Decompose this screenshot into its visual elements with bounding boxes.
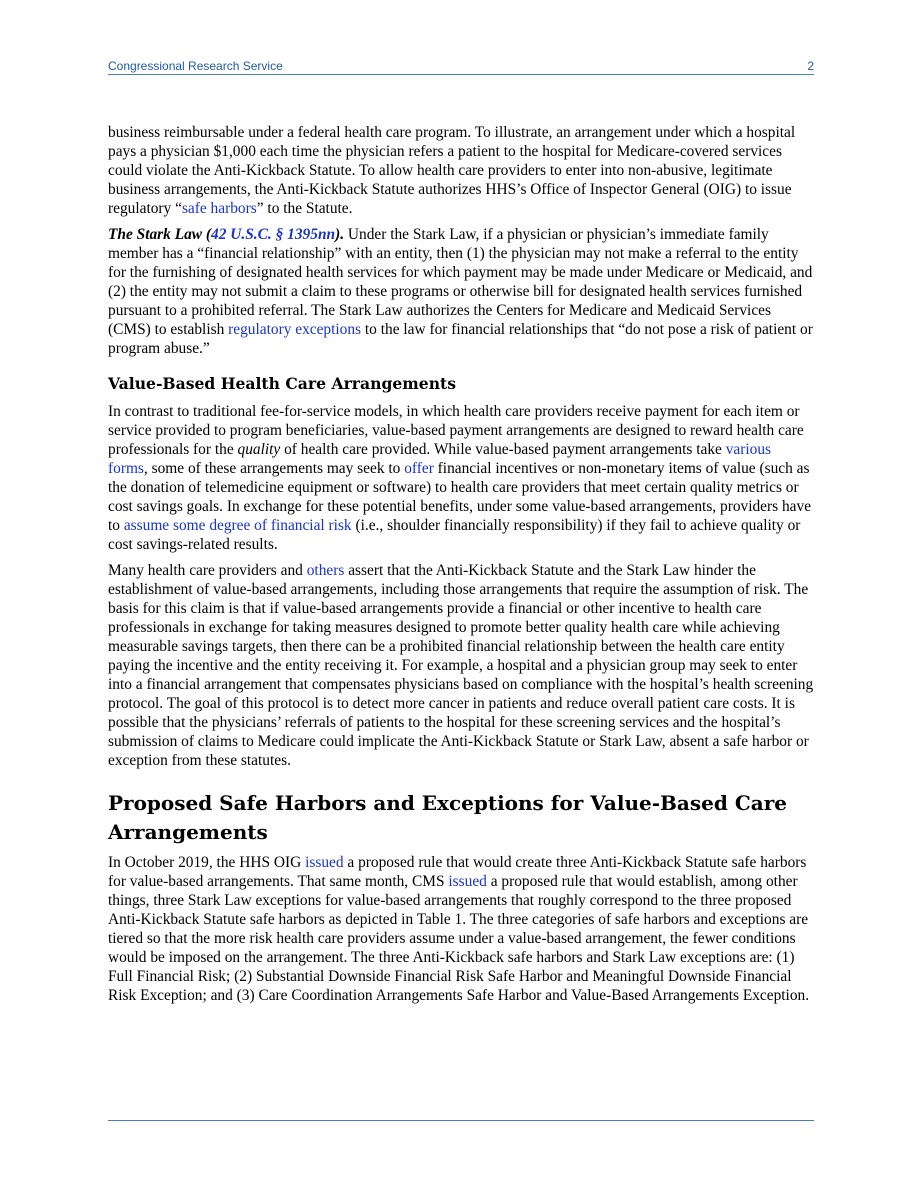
link-various-forms[interactable]: various forms [108,441,772,477]
heading-value-based-arrangements: Value-Based Health Care Arrangements [108,374,457,393]
link-42-usc-1395nn[interactable]: 42 U.S.C. § 1395nn [211,226,336,243]
text-run: a proposed rule that would create three Anti-Kickback Statute safe harbors for value-based arrangements. That same month, CMS [108,854,807,890]
text-run: In October 2019, the HHS OIG [108,854,306,871]
stark-law-lead [108,226,344,243]
emphasis-quality: quality [237,441,281,458]
link-oig-issued[interactable]: issued [305,854,344,871]
link-offer[interactable]: offer [404,460,434,477]
text-run: The Stark Law ( [108,226,212,243]
text-run: ” to the Statute. [256,200,353,217]
text-run: to the law for financial relationships that “do not pose a risk of patient or program abuse.” [108,321,813,357]
text-run: of health care provided. While value-based payment arrangements take [280,441,726,458]
text-run: assert that the Anti-Kickback Statute and the Stark Law hinder the establishment of value-based arrangements, including those arrangements that require the assumption of risk. The basis for this claim is that if value-based arrangements provide a financial or other incentive to health care professionals in exchange for taking measures designed to promote better quality health care while achieving measurable savings targets, then there can be a prohibited financial relationship between the health care entity paying the incentive and the entity receiving it. For example, a hospital and a physician group may seek to enter into a financial arrangement that compensates physicians based on compliance with the hospital’s health screening protocol. The goal of this protocol is to detect more cancer in patients and reduce overall patient care costs. It is possible that the physicians’ referrals of patients to the hospital for these screening services and the hospital’s submission of claims to Medicare could implicate the Anti-Kickback Statute or Stark Law, absent a safe harbor or exception from these statutes. [108,562,814,769]
link-regulatory-exceptions[interactable]: regulatory exceptions [228,321,362,338]
heading-proposed-safe-harbors: Proposed Safe Harbors and Exceptions for Value-Based Care Arrangements [108,791,787,844]
text-run: a proposed rule that would establish, among other things, three Stark Law exceptions for value-based arrangements that roughly correspond to the three proposed Anti-Kickback Statute safe harbors as depicted in Table 1. The three categories of safe harbors and exceptions are tiered so that the more risk health care providers assume under a value-based arrangement, the fewer conditions would be imposed on the arrangement. The three Anti-Kickback safe harbors and Stark Law exceptions are: (1) Full Financial Risk; (2) Substantial Downside Financial Risk Safe Harbor and Meaningful Downside Financial Risk Exception; and (3) Care Coordination Arrangements Safe Harbor and Value-Based Arrangements Exception. [108,873,810,1004]
text-run: Many health care providers and [108,562,307,579]
text-run: , some of these arrangements may seek to [143,460,405,477]
link-cms-issued[interactable]: issued [448,873,487,890]
link-assume-financial-risk[interactable]: assume some degree of financial risk [123,517,352,534]
paragraph-providers-assert [108,561,814,770]
page-header [108,57,814,75]
link-safe-harbors[interactable]: safe harbors [181,200,257,217]
paragraph-stark-law [108,225,814,358]
header-page-number: 2 [807,59,814,73]
text-run: Under the Stark Law, if a physician or physician’s immediate family member has a “financial relationship” with an entity, then (1) the physician may not make a referral to the entity for the furnishing of designated health services for which payment may be made under Medicare or Medicaid, and (2) the entity may not submit a claim to these programs or otherwise bill for designated health services furnished pursuant to a prohibited referral. The Stark Law authorizes the Centers for Medicare and Medicaid Services (CMS) to establish [108,226,813,338]
header-org-name: Congressional Research Service [108,59,283,73]
paragraph-value-based-intro [108,402,814,554]
link-others[interactable]: others [306,562,345,579]
text-run: In contrast to traditional fee-for-service models, in which health care providers receive payment for each item or service provided to program beneficiaries, value-based payment arrangements are designed to reward health care professionals for the [108,403,804,458]
document-body [108,123,814,1012]
text-run: (i.e., shoulder financially responsibility) if they fail to achieve quality or cost savings-related results. [108,517,801,553]
text-run: ). [335,226,345,243]
footer-rule [108,1120,814,1121]
text-run: business reimbursable under a federal health care program. To illustrate, an arrangement under which a hospital pays a physician $1,000 each time the physician refers a patient to the hospital for Medicare-covered services could violate the Anti-Kickback Statute. To allow health care providers to enter into non-abusive, legitimate business arrangements, the Anti-Kickback Statute authorizes HHS’s Office of Inspector General (OIG) to issue regulatory “ [108,124,796,217]
paragraph-october-2019 [108,853,814,1005]
text-run: financial incentives or non-monetary items of value (such as the donation of telemedicine equipment or software) to health care providers that meet certain quality metrics or cost savings goals. In exchange for these potential benefits, under some value-based arrangements, providers have to [108,460,812,534]
paragraph-anti-kickback [108,123,814,218]
